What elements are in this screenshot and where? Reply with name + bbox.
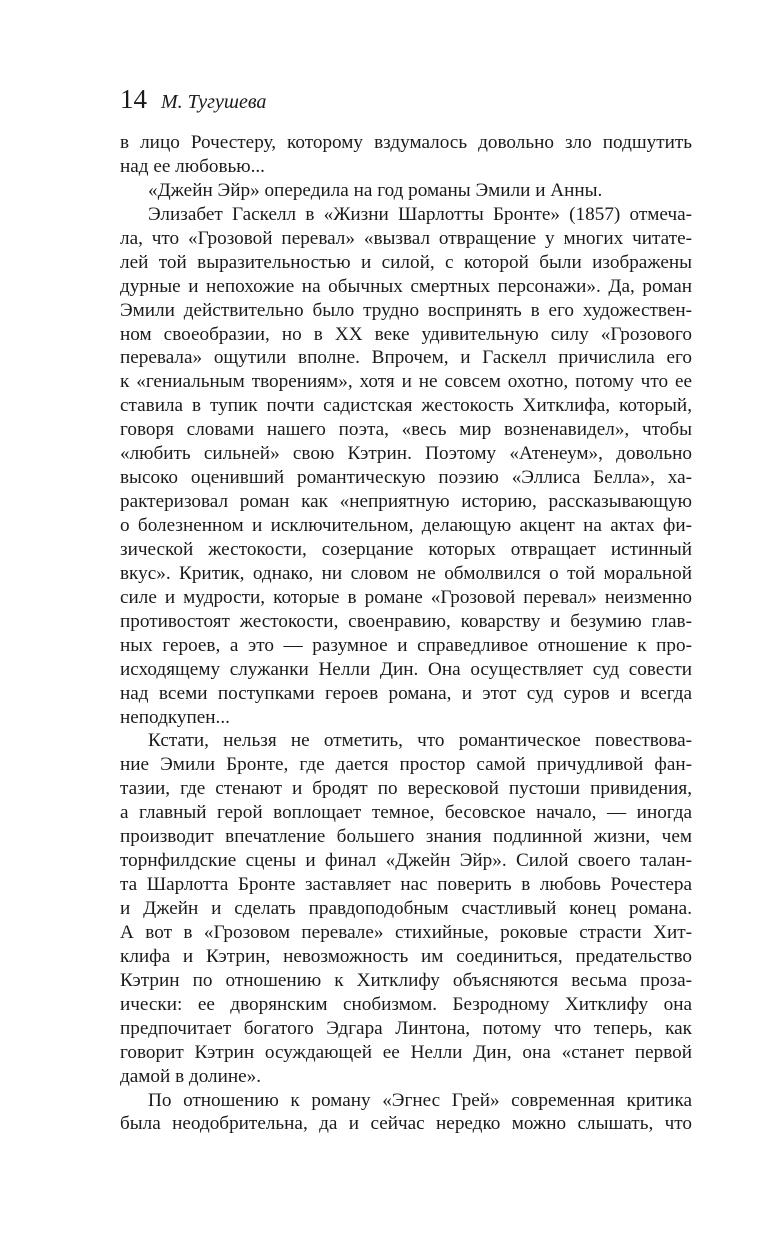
text-line: вкус». Критик, однако, ни словом не обмолвился о той моральной bbox=[120, 562, 692, 584]
text-line: о болезненном и исключительном, делающую акцент на актах фи- bbox=[120, 515, 692, 536]
text-line: Кстати, нельзя не отметить, что романтическое повествова- bbox=[148, 730, 692, 752]
text-line: дамой в долине». bbox=[120, 1065, 262, 1087]
text-line: над ее любовью... bbox=[120, 155, 265, 177]
text-line: клифа и Кэтрин, невозможность им соединиться, предательство bbox=[120, 945, 692, 967]
text-line: дурные и непохожие на обычных смертных персонажи». Да, роман bbox=[120, 275, 692, 297]
text-line: исходящему служанки Нелли Дин. Она осуществляет суд совести bbox=[120, 658, 692, 680]
text-line: «Джейн Эйр» опередила на год романы Эмили и Анны. bbox=[148, 179, 603, 201]
text-line: лей той выразительностью и силой, с которой были изображены bbox=[120, 251, 692, 273]
text-line: ном своеобразии, но в XX веке удивительную силу «Грозового bbox=[120, 323, 692, 345]
page-number: 14 bbox=[120, 84, 147, 114]
text-line: производит впечатление большего знания подлинной жизни, чем bbox=[120, 826, 692, 848]
text-line: По отношению к роману «Эгнес Грей» современная критика bbox=[148, 1089, 692, 1111]
body-text bbox=[120, 131, 692, 1136]
text-line: ных героев, а это — разумное и справедливое отношение к про- bbox=[120, 634, 692, 656]
running-head-author: М. Тугушева bbox=[161, 91, 267, 113]
text-line: та Шарлотта Бронте заставляет нас поверить в любовь Рочестера bbox=[120, 874, 692, 896]
text-line: тазии, где стенают и бродят по вересковой пустоши привидения, bbox=[120, 778, 692, 800]
text-line: в лицо Рочестеру, которому вздумалось довольно зло подшутить bbox=[120, 132, 692, 153]
text-line: противостоят жестокости, своенравию, коварству и безумию глав- bbox=[120, 610, 692, 632]
text-line: к «гениальным творениям», хотя и не совсем охотно, потому что ее bbox=[120, 371, 692, 393]
text-line: Кэтрин по отношению к Хитклифу объясняются весьма проза- bbox=[120, 969, 692, 991]
text-line: говоря словами нашего поэта, «весь мир возненавидел», чтобы bbox=[120, 419, 692, 441]
text-line: ставила в тупик почти садистская жестокость Хитклифа, который, bbox=[120, 395, 692, 417]
text-line: силе и мудрости, которые в романе «Грозовой перевал» неизменно bbox=[120, 586, 692, 608]
paragraph bbox=[120, 1089, 692, 1137]
text-line: рактеризовал роман как «неприятную историю, рассказывающую bbox=[120, 491, 692, 513]
text-line: ла, что «Грозовой перевал» «вызвал отвращение у многих читате- bbox=[120, 227, 692, 249]
text-line: ние Эмили Бронте, где дается простор самой причудливой фан- bbox=[120, 754, 692, 776]
text-line: а главный герой воплощает темное, бесовское начало, — иногда bbox=[120, 802, 692, 824]
paragraph bbox=[120, 131, 692, 179]
text-line: «любить сильней» свою Кэтрин. Поэтому «Атенеум», довольно bbox=[120, 443, 692, 465]
running-header bbox=[120, 84, 266, 115]
text-line: ически: ее дворянским снобизмом. Безродному Хитклифу она bbox=[120, 993, 692, 1015]
text-line: была неодобрительна, да и сейчас нередко можно слышать, что bbox=[120, 1113, 692, 1135]
paragraph bbox=[120, 729, 692, 1088]
text-line: Элизабет Гаскелл в «Жизни Шарлотты Бронте» (1857) отмеча- bbox=[148, 203, 692, 225]
text-line: предпочитает богатого Эдгара Линтона, потому что теперь, как bbox=[120, 1017, 692, 1039]
text-line: Эмили действительно было трудно воспринять в его художествен- bbox=[120, 299, 692, 321]
paragraph bbox=[120, 203, 692, 730]
text-line: А вот в «Грозовом перевале» стихийные, роковые страсти Хит- bbox=[120, 921, 692, 943]
text-line: зической жестокости, созерцание которых отвращает истинный bbox=[120, 538, 692, 560]
text-line: высоко оценивший романтическую поэзию «Эллиса Белла», ха- bbox=[120, 467, 692, 489]
text-line: и Джейн и сделать правдоподобным счастливый конец романа. bbox=[120, 898, 692, 919]
text-line: перевала» ощутили вполне. Впрочем, и Гаскелл причислила его bbox=[120, 347, 692, 369]
text-line: над всеми поступками героев романа, и этот суд суров и всегда bbox=[120, 682, 692, 704]
text-line: говорит Кэтрин осуждающей ее Нелли Дин, она «станет первой bbox=[120, 1041, 692, 1063]
paragraph bbox=[120, 179, 692, 203]
text-line: неподкупен... bbox=[120, 706, 230, 728]
text-line: торнфилдские сцены и финал «Джейн Эйр». Силой своего талан- bbox=[120, 850, 692, 872]
